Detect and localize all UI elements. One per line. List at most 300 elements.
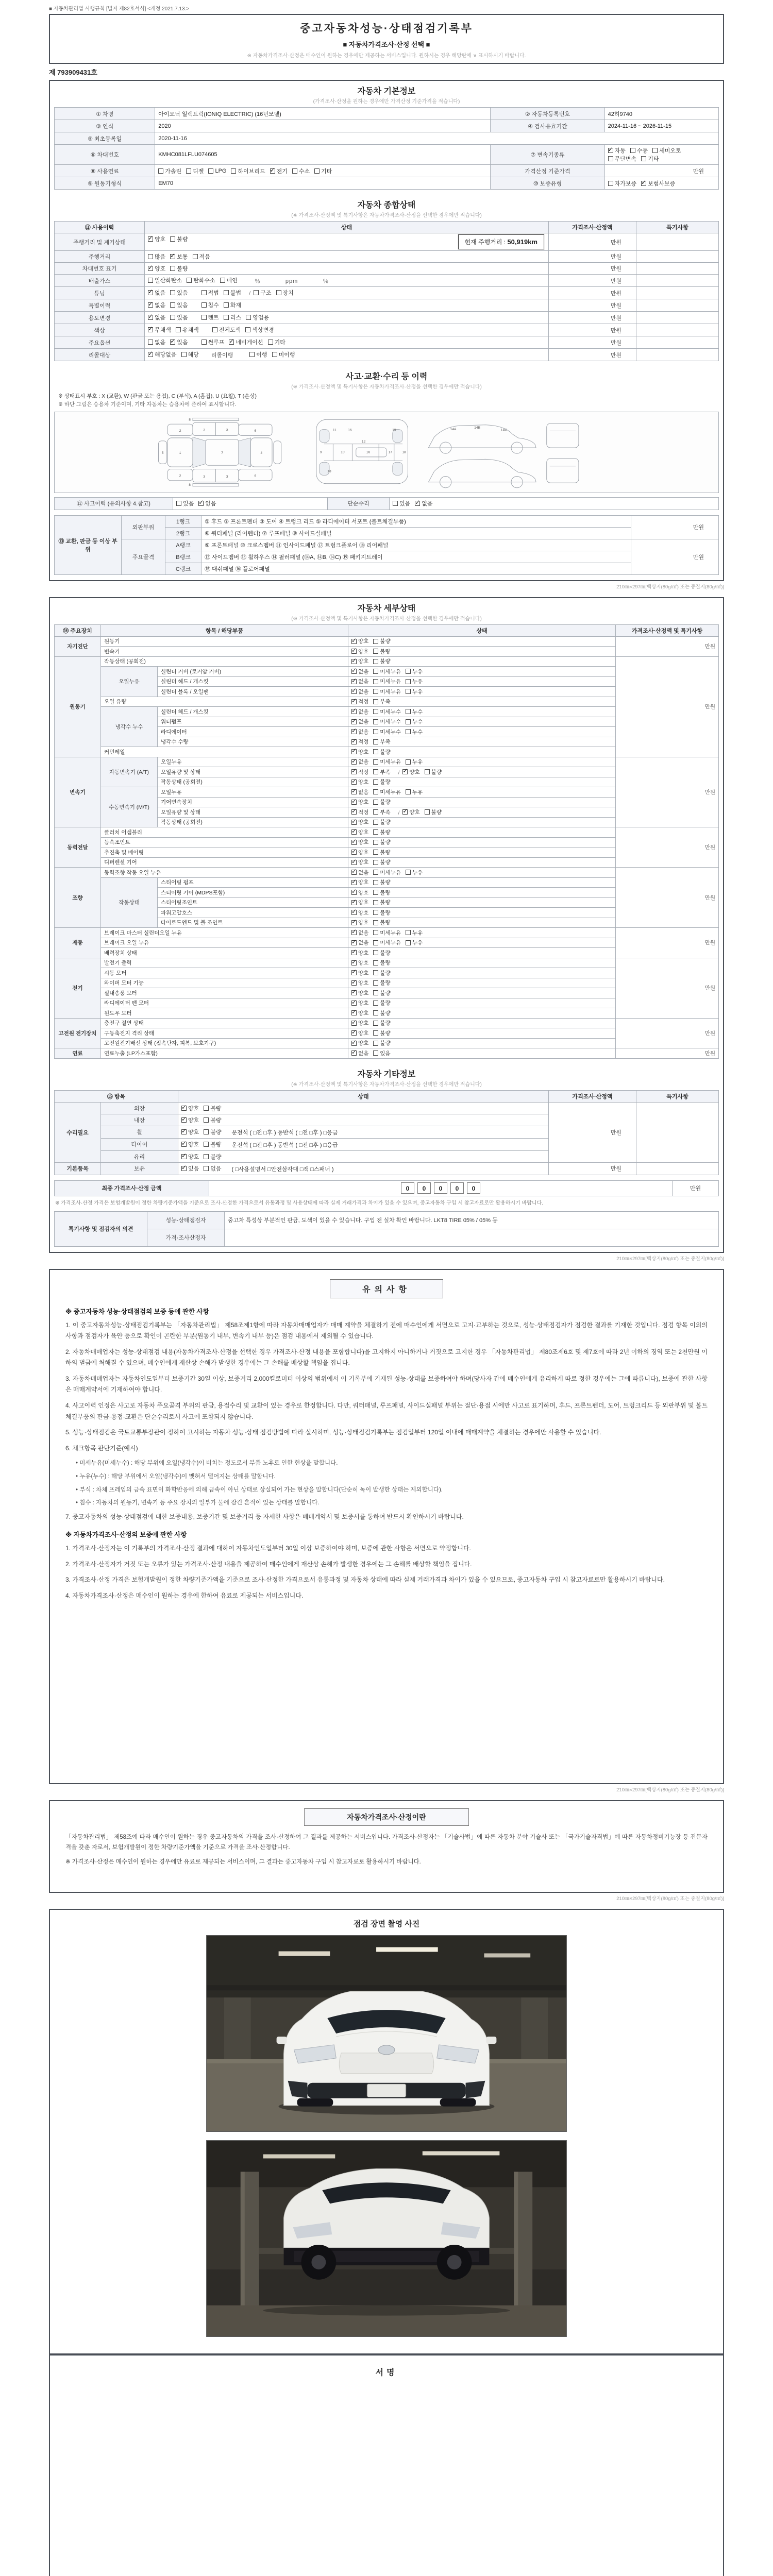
checkbox-option[interactable] <box>204 1116 221 1124</box>
checkbox-option[interactable] <box>170 338 188 346</box>
checkbox-icon <box>204 1154 209 1159</box>
checkbox-option[interactable] <box>351 999 368 1007</box>
checkbox-option[interactable] <box>406 869 423 876</box>
checkbox-option[interactable] <box>351 899 368 906</box>
checkbox-option[interactable] <box>220 276 238 284</box>
checkbox-option[interactable] <box>406 939 423 946</box>
checkbox-option[interactable] <box>373 788 401 796</box>
device-row <box>55 656 719 667</box>
checkbox-option[interactable] <box>406 688 423 696</box>
checkbox-option[interactable] <box>351 668 368 675</box>
checkbox-icon <box>373 719 378 724</box>
checkbox-option[interactable] <box>351 989 368 997</box>
checkbox-option[interactable] <box>351 949 368 957</box>
checkbox-option[interactable] <box>170 289 188 297</box>
device-mid-label: 수동변속기 (M/T) <box>101 787 158 827</box>
checkbox-icon <box>351 920 357 925</box>
row-label: 용도변경 <box>55 312 145 324</box>
warranty-type-label: ⑩ 보증유형 <box>491 177 604 190</box>
checkbox-option[interactable] <box>204 1140 221 1148</box>
checkbox-option[interactable] <box>373 728 401 736</box>
checkbox-option[interactable] <box>373 738 390 745</box>
first-registration-value: 2020-11-16 <box>155 132 719 145</box>
checkbox-option[interactable] <box>231 167 265 175</box>
checkbox-option[interactable] <box>246 313 269 321</box>
status-cell <box>348 737 616 747</box>
checkbox-option[interactable] <box>373 798 390 806</box>
checkbox-option[interactable] <box>148 301 165 309</box>
checkbox-option[interactable] <box>158 167 181 175</box>
checkbox-option[interactable] <box>373 1039 390 1047</box>
checkbox-option[interactable] <box>351 878 368 886</box>
status-cell <box>348 897 616 908</box>
checkbox-option-label: 일산화탄소 <box>155 278 182 284</box>
checkbox-icon <box>181 1106 187 1111</box>
checkbox-option[interactable] <box>373 1019 390 1027</box>
checkbox-icon <box>351 970 357 975</box>
checkbox-option[interactable] <box>208 168 226 174</box>
checkbox-option[interactable] <box>373 758 401 766</box>
transmission-label: ⑦ 변속기종류 <box>491 145 604 165</box>
checkbox-option[interactable] <box>406 929 423 937</box>
checkbox-option[interactable] <box>351 1019 368 1027</box>
checkbox-option[interactable] <box>373 1049 390 1057</box>
checkbox-option[interactable] <box>351 798 368 806</box>
rank-parts: ⑥ 쿼터패널 (리어펜더) ⑦ 루프패널 ⑧ 사이드실패널 <box>201 527 631 539</box>
checkbox-icon <box>373 850 378 855</box>
checkbox-option[interactable] <box>351 648 368 655</box>
notice-item: 6. 체크항목 판단기준(예시) <box>65 1444 138 1452</box>
section-title-basic: 자동차 기본정보 <box>357 87 416 96</box>
checkbox-option-label: 양호 <box>358 839 369 845</box>
checkbox-option[interactable] <box>351 698 368 705</box>
checkbox-option[interactable] <box>373 677 401 685</box>
checkbox-option[interactable] <box>630 146 648 155</box>
checkbox-option[interactable] <box>351 889 368 896</box>
checkbox-option[interactable] <box>148 235 165 243</box>
checkbox-option[interactable] <box>181 1164 199 1173</box>
checkbox-option[interactable] <box>351 758 368 766</box>
section-title-other: 자동차 기타정보 <box>357 1070 416 1079</box>
checkbox-option-label: 가솔린 <box>165 168 182 175</box>
checkbox-option[interactable] <box>270 167 288 175</box>
status-cell <box>348 998 616 1008</box>
checkbox-option[interactable] <box>351 939 368 946</box>
checkbox-option[interactable] <box>193 252 210 261</box>
checkbox-option-label: 미세누유 <box>380 668 401 675</box>
diagram-panel-number: 6 <box>254 473 257 478</box>
checkbox-option-label: 양호 <box>155 266 166 272</box>
checkbox-option[interactable] <box>351 708 368 716</box>
status-cell <box>348 928 616 938</box>
status-cell <box>145 336 549 349</box>
status-cell <box>178 1102 549 1114</box>
checkbox-icon <box>148 327 153 332</box>
section-note-overall: (※ 가격조사·산정액 및 특기사항은 자동차가격조사·산정을 선택한 경우에만 적습니다) <box>291 213 482 218</box>
checkbox-option-label: 무채색 <box>155 327 171 333</box>
checkbox-option[interactable] <box>268 338 285 346</box>
checkbox-option-label: 양호 <box>358 970 369 976</box>
checkbox-option[interactable] <box>351 1009 368 1017</box>
checkbox-option-label: 불량 <box>380 879 391 886</box>
checkbox-option-label: 양호 <box>358 1000 369 1006</box>
notice-section-heading: ※ 중고자동차 성능·상태점검의 보증 등에 관한 사항 <box>65 1308 209 1315</box>
checkbox-option[interactable] <box>373 889 390 896</box>
status-cell <box>348 807 616 818</box>
checkbox-option[interactable] <box>415 499 432 507</box>
checkbox-option[interactable] <box>272 350 295 359</box>
checkbox-option[interactable] <box>373 1029 390 1037</box>
checkbox-option-label: 불량 <box>380 859 391 866</box>
checkbox-option[interactable] <box>373 828 390 836</box>
status-cell <box>348 817 616 827</box>
checkbox-option[interactable] <box>406 677 423 685</box>
checkbox-option-label: 누유 <box>412 940 423 946</box>
component-label: 와이퍼 모터 기능 <box>101 978 348 988</box>
checkbox-option[interactable] <box>351 1039 368 1047</box>
checkbox-option[interactable] <box>351 657 368 665</box>
checkbox-option[interactable] <box>148 326 171 334</box>
status-cell <box>348 1018 616 1028</box>
checkbox-option[interactable] <box>224 289 241 297</box>
checkbox-option[interactable] <box>245 326 274 334</box>
checkbox-option-label: 불량 <box>380 1010 391 1016</box>
checkbox-option[interactable] <box>198 499 216 507</box>
checkbox-option-label: 양호 <box>358 960 369 966</box>
checkbox-option-label: 구조 <box>260 290 272 296</box>
checkbox-option[interactable] <box>351 838 368 846</box>
status-cell <box>348 747 616 757</box>
status-cell <box>348 767 616 777</box>
checkbox-option[interactable] <box>186 167 204 175</box>
checkbox-option[interactable] <box>181 1104 199 1112</box>
checkbox-option[interactable] <box>351 768 368 776</box>
checkbox-option[interactable] <box>204 1164 221 1173</box>
checkbox-option[interactable] <box>373 818 390 826</box>
checkbox-option-label: 불량 <box>380 1030 391 1037</box>
device-group-label: 동력전달 <box>55 827 101 868</box>
checkbox-option[interactable] <box>406 788 423 796</box>
checkbox-option[interactable] <box>351 858 368 866</box>
checkbox-option[interactable] <box>373 858 390 866</box>
checkbox-option[interactable] <box>148 289 165 297</box>
checkbox-option[interactable] <box>373 688 401 696</box>
checkbox-option[interactable] <box>425 808 442 816</box>
checkbox-icon <box>351 850 357 855</box>
checkbox-option[interactable] <box>351 849 368 856</box>
checkbox-icon <box>181 352 187 357</box>
checkbox-option[interactable] <box>406 708 423 716</box>
final-amount-unit: 만원 <box>673 1180 719 1196</box>
device-header: ⑭ 주요장치 <box>55 624 101 636</box>
checkbox-option[interactable] <box>641 179 675 188</box>
signature-space <box>50 2382 723 2576</box>
checkbox-option[interactable] <box>373 668 401 675</box>
component-label: 오일누유 <box>158 787 348 798</box>
checkbox-option[interactable] <box>393 499 410 507</box>
checkbox-option[interactable] <box>249 350 267 359</box>
checkbox-option[interactable] <box>181 1128 199 1136</box>
checkbox-option-label: 부족 <box>380 769 391 775</box>
checkbox-option[interactable] <box>373 718 401 725</box>
component-label: 시동 모터 <box>101 968 348 978</box>
checkbox-option[interactable] <box>373 929 401 937</box>
checkbox-option[interactable] <box>314 167 332 175</box>
table-row <box>55 1211 719 1229</box>
checkbox-icon <box>193 254 198 259</box>
checkbox-option[interactable] <box>351 677 368 685</box>
checkbox-option[interactable] <box>212 326 241 334</box>
checkbox-option[interactable] <box>373 1009 390 1017</box>
page2-block <box>49 597 724 1253</box>
checkbox-option-label: 불량 <box>380 920 391 926</box>
checkbox-option[interactable] <box>229 338 263 346</box>
checkbox-option-label: 침수 <box>208 302 219 309</box>
checkbox-option[interactable] <box>351 728 368 736</box>
options-separator <box>194 303 200 309</box>
checkbox-option[interactable] <box>181 350 199 359</box>
checkbox-option[interactable] <box>201 313 219 321</box>
checkbox-option[interactable] <box>373 869 401 876</box>
checkbox-option[interactable] <box>170 313 188 321</box>
checkbox-option[interactable] <box>373 939 401 946</box>
current-mileage-value: 50,919km <box>507 238 537 246</box>
checkbox-option[interactable] <box>224 301 241 309</box>
checkbox-option[interactable] <box>254 289 271 297</box>
checkbox-option[interactable] <box>373 909 390 917</box>
checkbox-option-label: 미이행 <box>278 352 295 358</box>
status-cell <box>145 275 549 287</box>
checkbox-icon <box>270 168 275 174</box>
checkbox-option[interactable] <box>351 979 368 987</box>
checkbox-option-label: 보험사보증 <box>648 180 676 187</box>
amount-digit: 0 <box>467 1182 480 1194</box>
component-label: 클러치 어셈블리 <box>101 827 348 838</box>
checkbox-option[interactable] <box>373 979 390 987</box>
checkbox-option[interactable] <box>406 718 423 725</box>
checkbox-option[interactable] <box>373 949 390 957</box>
checkbox-option[interactable] <box>148 276 182 284</box>
diagram-panel-number: 9 <box>320 450 322 454</box>
status-cell <box>348 978 616 988</box>
checkbox-icon <box>204 1142 209 1147</box>
checkbox-option[interactable] <box>402 808 419 816</box>
checkbox-option[interactable] <box>148 252 165 261</box>
checkbox-option[interactable] <box>181 1116 199 1124</box>
checkbox-icon <box>373 699 378 704</box>
checkbox-option[interactable] <box>351 828 368 836</box>
checkbox-option[interactable] <box>373 708 401 716</box>
checkbox-option[interactable] <box>373 989 390 997</box>
checkbox-icon <box>425 809 430 815</box>
device-row <box>55 757 719 767</box>
checkbox-icon <box>148 290 153 295</box>
checkbox-option-label: 자동 <box>614 148 626 154</box>
checkbox-option[interactable] <box>373 849 390 856</box>
checkbox-option[interactable] <box>204 1153 221 1161</box>
status-cell <box>348 1008 616 1019</box>
status-cell <box>348 857 616 868</box>
checkbox-option[interactable] <box>148 350 177 359</box>
checkbox-option[interactable] <box>176 326 199 334</box>
checkbox-option[interactable] <box>373 768 390 776</box>
checkbox-option[interactable] <box>204 1104 221 1112</box>
appraiser-opinion-text <box>225 1229 719 1246</box>
checkbox-option[interactable] <box>201 338 225 346</box>
checkbox-option[interactable] <box>351 778 368 786</box>
checkbox-icon <box>406 789 411 794</box>
component-label: 실린더 헤드 / 개스킷 <box>158 676 348 687</box>
options-separator: / <box>396 810 401 816</box>
checkbox-option-label: 불량 <box>210 1117 222 1124</box>
photos-section-title: 점검 장면 촬영 사진 <box>353 1919 420 1928</box>
checkbox-option[interactable] <box>204 1128 221 1136</box>
special-note-cell <box>636 287 719 299</box>
diagram-panel-number: 18 <box>402 450 406 454</box>
checkbox-icon <box>148 278 153 283</box>
checkbox-icon <box>351 820 357 825</box>
checkbox-icon <box>373 669 378 674</box>
checkbox-option-label: 부족 <box>380 699 391 705</box>
checkbox-option[interactable] <box>351 869 368 876</box>
checkbox-option[interactable] <box>425 768 442 776</box>
checkbox-option[interactable] <box>406 758 423 766</box>
checkbox-option[interactable] <box>351 748 368 756</box>
report-header <box>49 14 724 64</box>
checkbox-option[interactable] <box>373 878 390 886</box>
checkbox-option-label: 불량 <box>380 960 391 966</box>
checkbox-option[interactable] <box>176 499 194 507</box>
checkbox-option[interactable] <box>351 718 368 725</box>
checkbox-option[interactable] <box>641 155 659 163</box>
checkbox-option[interactable] <box>351 959 368 967</box>
checkbox-option[interactable] <box>373 899 390 906</box>
checkbox-option[interactable] <box>148 264 165 273</box>
checkbox-option[interactable] <box>351 688 368 696</box>
checkbox-option[interactable] <box>608 146 626 155</box>
checkbox-option-label: 양호 <box>358 1010 369 1016</box>
checkbox-option[interactable] <box>652 146 681 155</box>
checkbox-option[interactable] <box>351 1029 368 1037</box>
notice-subitem: • 누유(누수) : 해당 부위에서 오일(냉각수)이 맺혀서 떨어지는 상태를 말합니다. <box>76 1473 276 1480</box>
checkbox-option-label: 양호 <box>358 819 369 825</box>
price-survey-select-banner: ■ 자동차가격조사·산정 선택 ■ <box>343 41 430 48</box>
checkbox-option[interactable] <box>351 969 368 977</box>
price-cell: 만원 <box>616 868 719 928</box>
checkbox-option[interactable] <box>170 264 188 273</box>
checkbox-option[interactable] <box>351 818 368 826</box>
checkbox-option-label: 양호 <box>358 638 369 645</box>
checkbox-option[interactable] <box>373 748 390 756</box>
checkbox-option-label: 매연 <box>226 278 238 284</box>
checkbox-option[interactable] <box>402 768 419 776</box>
checkbox-option[interactable] <box>406 668 423 675</box>
checkbox-icon <box>351 940 357 945</box>
rank-parts: ⑫ 사이드멤버 ⑬ 휠하우스 ⑭ 필러패널 (⑭A, ⑭B, ⑭C) ⑲ 패키지트레이 <box>201 551 631 563</box>
checkbox-option[interactable] <box>608 155 637 163</box>
checkbox-option[interactable] <box>224 313 241 321</box>
component-label: 냉각수 수량 <box>158 737 348 747</box>
checkbox-option[interactable] <box>373 698 390 705</box>
checkbox-option[interactable] <box>351 909 368 917</box>
checkbox-option-label: 불량 <box>380 839 391 845</box>
table-row <box>55 108 719 120</box>
checkbox-option[interactable] <box>608 179 637 188</box>
checkbox-option[interactable] <box>373 999 390 1007</box>
checkbox-option[interactable] <box>373 969 390 977</box>
checkbox-option[interactable] <box>351 1049 368 1057</box>
checkbox-option[interactable] <box>292 167 310 175</box>
checkbox-option[interactable] <box>201 301 219 309</box>
checkbox-option[interactable] <box>187 276 215 284</box>
checkbox-option[interactable] <box>181 1153 199 1161</box>
checkbox-option[interactable] <box>373 838 390 846</box>
checkbox-icon <box>224 315 229 320</box>
checkbox-option[interactable] <box>201 289 219 297</box>
component-label: 브레이크 오일 누유 <box>101 938 348 948</box>
checkbox-icon <box>181 1154 187 1159</box>
checkbox-option[interactable] <box>148 313 165 321</box>
notice-block <box>49 1269 724 1784</box>
checkbox-icon <box>373 900 378 905</box>
checkbox-option[interactable] <box>351 919 368 926</box>
options-separator: / <box>247 291 253 297</box>
price-cell: 만원 <box>549 251 636 263</box>
price-cell: 만원 <box>616 757 719 827</box>
checkbox-option[interactable] <box>373 648 390 655</box>
checkbox-option[interactable] <box>351 788 368 796</box>
table-row <box>55 165 719 177</box>
checkbox-option-label: 썬루프 <box>208 340 225 346</box>
status-cell <box>348 707 616 717</box>
checkbox-option[interactable] <box>351 808 368 816</box>
checkbox-option[interactable] <box>373 959 390 967</box>
checkbox-option-label: 양호 <box>188 1141 199 1148</box>
checkbox-option[interactable] <box>170 235 188 243</box>
checkbox-option[interactable] <box>373 808 390 816</box>
vin-label: ⑥ 차대번호 <box>55 145 155 165</box>
checkbox-option-label: 양호 <box>358 900 369 906</box>
checkbox-option[interactable] <box>373 637 390 645</box>
checkbox-option[interactable] <box>170 301 188 309</box>
damage-code-legend <box>50 393 723 412</box>
checkbox-icon <box>351 840 357 845</box>
checkbox-option[interactable] <box>148 338 165 346</box>
checkbox-option[interactable] <box>373 778 390 786</box>
checkbox-option[interactable] <box>170 252 188 261</box>
checkbox-icon <box>402 809 408 815</box>
checkbox-option[interactable] <box>181 1140 199 1148</box>
checkbox-option[interactable] <box>406 728 423 736</box>
table-row <box>55 1180 719 1196</box>
diagram-panel-number: 12 <box>361 439 366 444</box>
status-cell <box>348 727 616 737</box>
checkbox-option[interactable] <box>351 637 368 645</box>
component-label: 구동축전지 격리 상태 <box>101 1028 348 1039</box>
checkbox-option[interactable] <box>373 657 390 665</box>
checkbox-option[interactable] <box>351 929 368 937</box>
checkbox-option-label: 부족 <box>380 739 391 745</box>
checkbox-option[interactable] <box>373 919 390 926</box>
notice-subitem: • 침수 : 자동차의 원동기, 변속기 등 주요 장치의 일부가 물에 잠긴 흔적이 있는 상태를 말합니다. <box>76 1500 320 1506</box>
checkbox-option-label: 양호 <box>358 799 369 805</box>
checkbox-option-label: 없음 <box>358 869 369 876</box>
accident-history-label: ⑫ 사고이력 (유의사항 4.참고) <box>55 497 173 510</box>
component-label: 원동기 <box>101 636 348 647</box>
checkbox-option[interactable] <box>351 738 368 745</box>
checkbox-icon <box>351 960 357 965</box>
checkbox-option[interactable] <box>276 289 294 297</box>
